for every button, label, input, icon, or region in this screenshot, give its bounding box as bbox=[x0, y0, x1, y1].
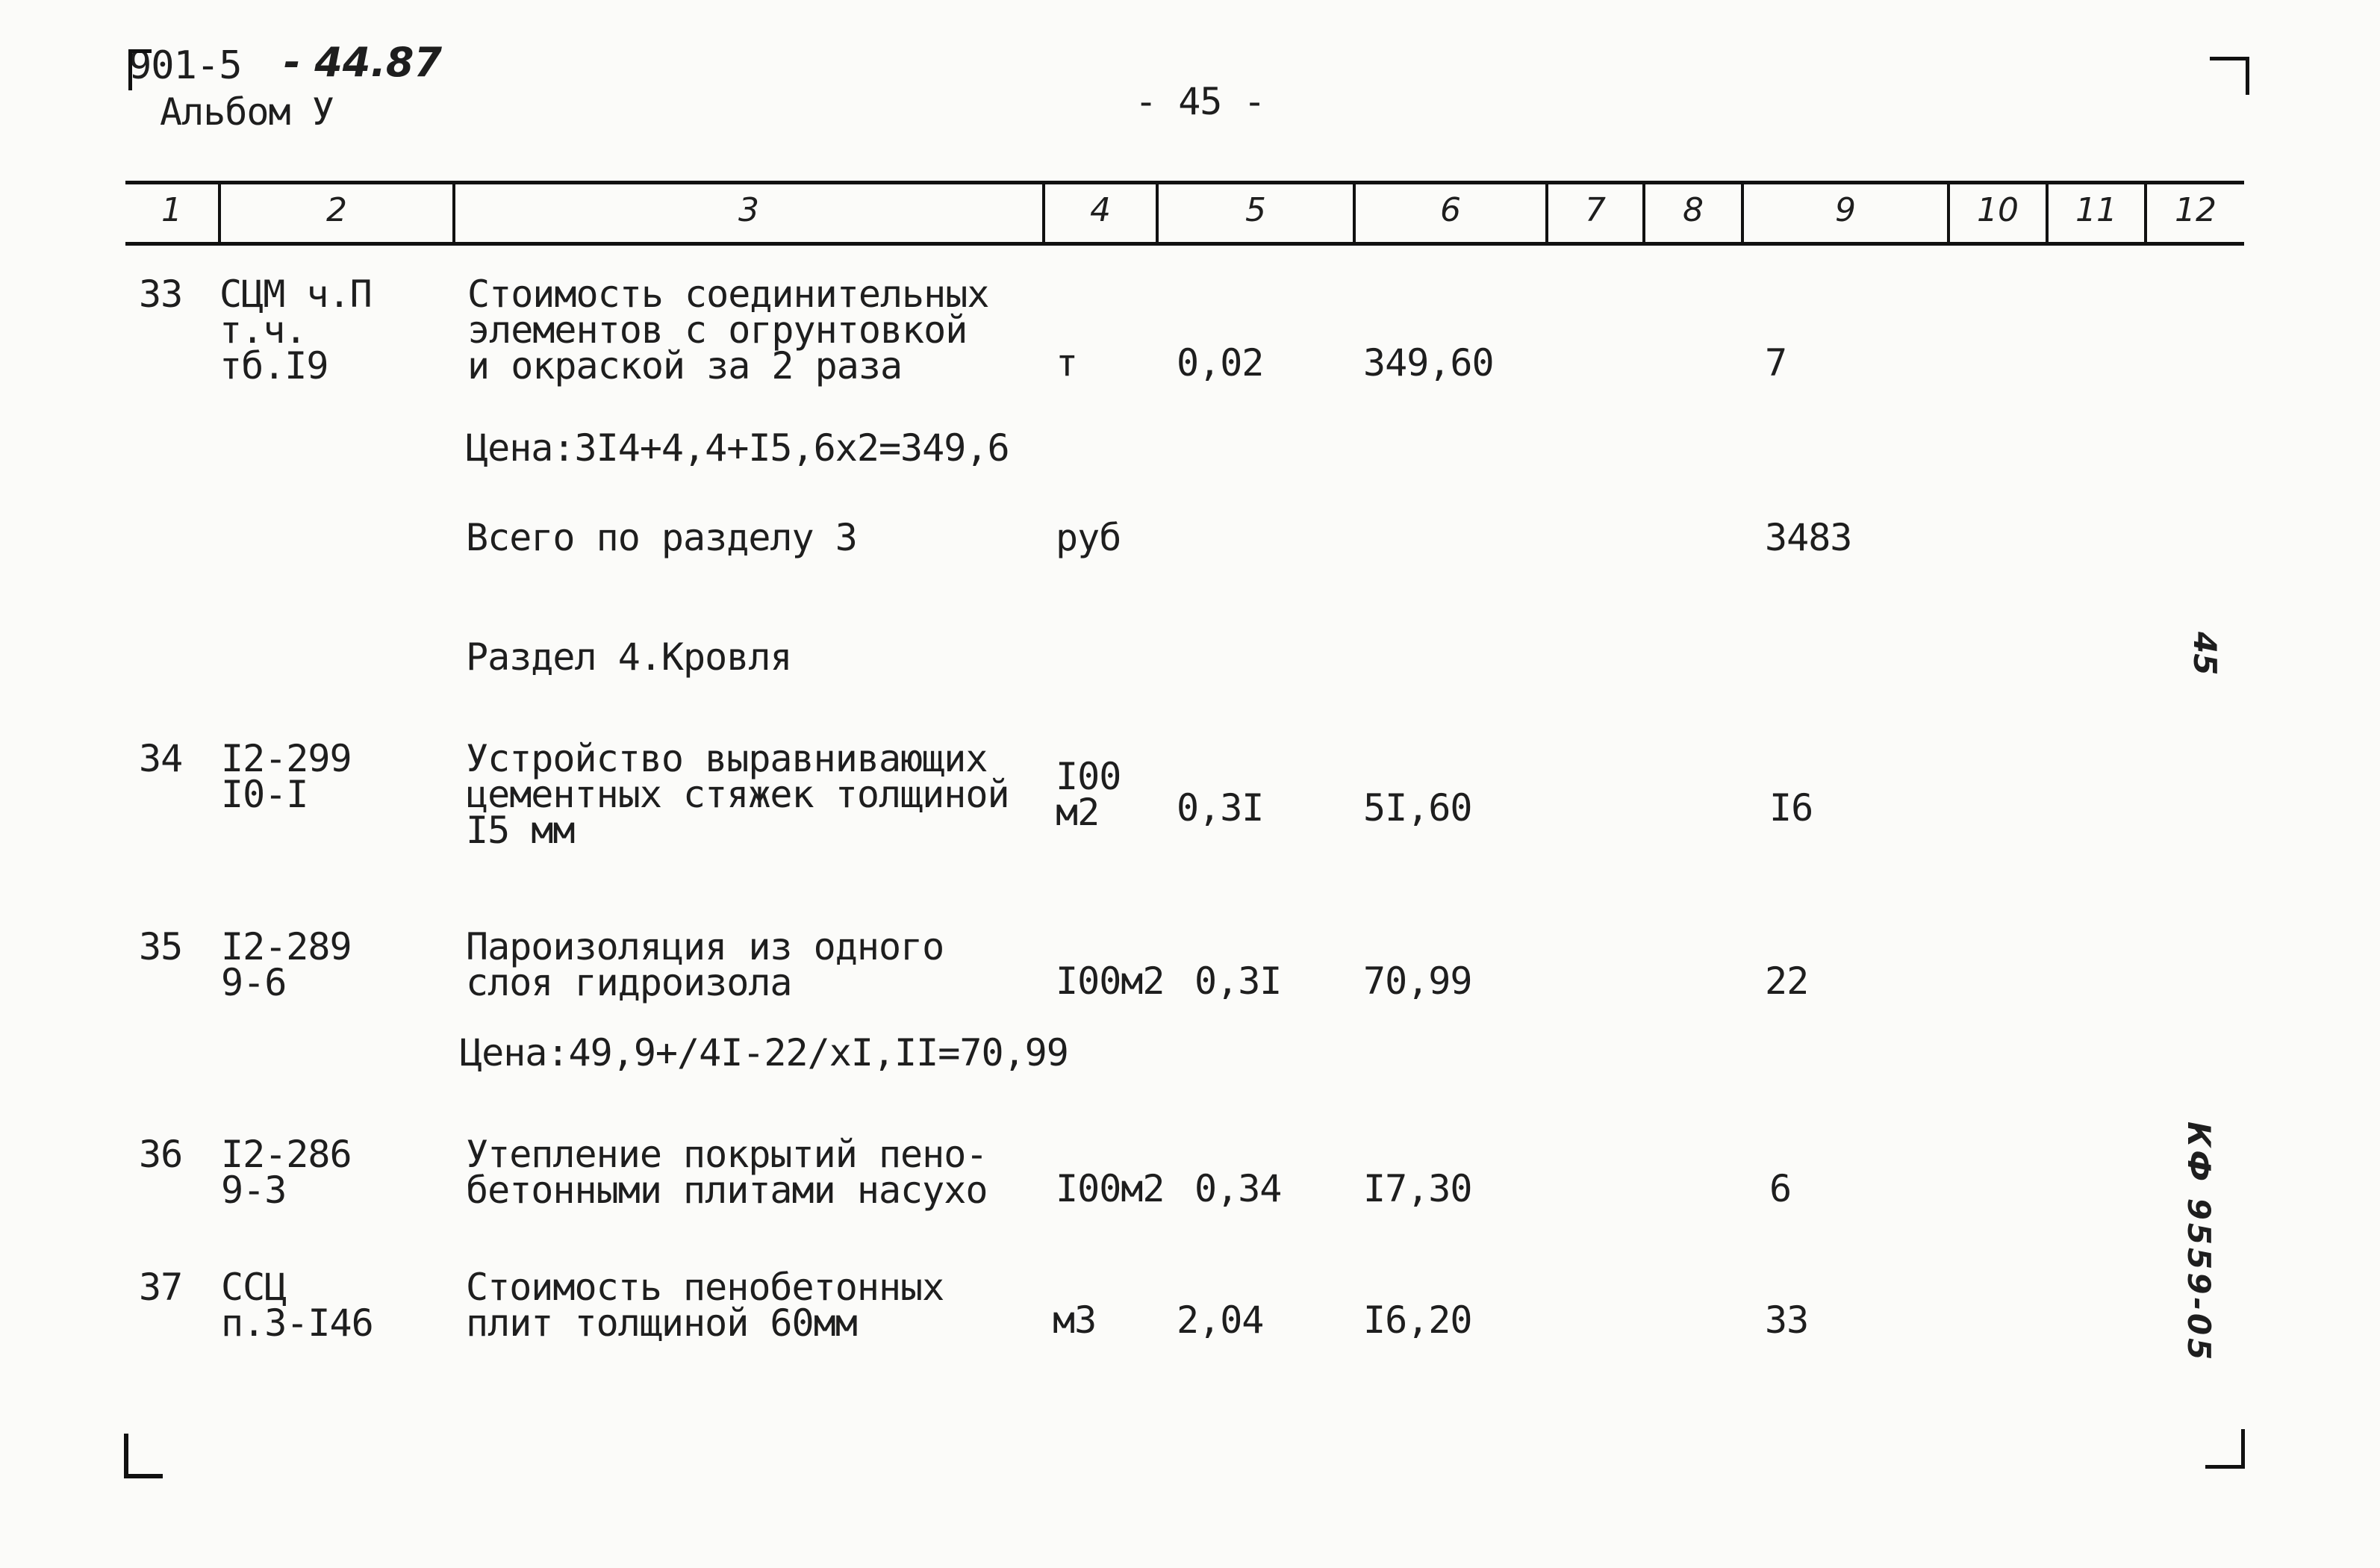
column-header-5: 5 bbox=[1245, 191, 1266, 229]
row-35-quantity: 0,3I bbox=[1194, 959, 1282, 1003]
price-note: Цена:3I4+4,4+I5,6x2=349,6 bbox=[466, 426, 1009, 470]
margin-stamp-number: КФ 9559-05 bbox=[2181, 1121, 2217, 1363]
row-33-price: 349,60 bbox=[1363, 341, 1494, 385]
row-33-unit: т bbox=[1056, 341, 1078, 385]
column-header-3: 3 bbox=[738, 191, 759, 229]
row-37-quantity: 2,04 bbox=[1177, 1298, 1264, 1342]
corner-mark-top-left bbox=[128, 49, 152, 90]
row-33-description: Стоимость соединительных элементов с огрунтовкой и окраской за 2 раза bbox=[467, 273, 989, 388]
section-total-unit: руб bbox=[1056, 516, 1121, 559]
row-35-code: I2-289 9-6 bbox=[221, 925, 352, 1004]
row-35-description: Пароизоляция из одного слоя гидроизола bbox=[466, 925, 944, 1004]
row-36-unit: I00м2 bbox=[1056, 1167, 1165, 1210]
price-note: Цена:49,9+/4I-22/xI,II=70,99 bbox=[460, 1031, 1068, 1074]
row-37-unit: м3 bbox=[1053, 1298, 1097, 1342]
table-top-rule bbox=[125, 181, 2244, 184]
row-36-total: 6 bbox=[1769, 1167, 1792, 1210]
page-number: - 45 - bbox=[1135, 80, 1265, 123]
corner-mark-top-right bbox=[2210, 57, 2249, 95]
section-total-label: Всего по разделу 3 bbox=[466, 516, 857, 559]
row-35-price: 70,99 bbox=[1363, 959, 1472, 1003]
row-37-number: 37 bbox=[139, 1266, 183, 1309]
document-code: 901-5 bbox=[128, 43, 242, 88]
row-37-price: I6,20 bbox=[1363, 1298, 1472, 1342]
row-33-total: 7 bbox=[1765, 341, 1787, 385]
column-header-2: 2 bbox=[326, 191, 347, 229]
row-33-quantity: 0,02 bbox=[1177, 341, 1264, 385]
row-35-number: 35 bbox=[139, 925, 183, 968]
column-header-4: 4 bbox=[1090, 191, 1111, 229]
column-header-7: 7 bbox=[1585, 191, 1606, 229]
row-34-unit: I00 м2 bbox=[1056, 755, 1121, 834]
row-34-number: 34 bbox=[139, 737, 183, 780]
row-34-code: I2-299 I0-I bbox=[221, 737, 352, 816]
row-37-code: ССЦ п.3-I46 bbox=[221, 1266, 373, 1345]
table-header-bottom-rule bbox=[125, 242, 2244, 246]
corner-mark-bottom-right bbox=[2205, 1429, 2245, 1469]
column-header-8: 8 bbox=[1683, 191, 1704, 229]
column-header-10: 10 bbox=[1977, 191, 2019, 229]
column-header-9: 9 bbox=[1835, 191, 1856, 229]
row-34-total: I6 bbox=[1769, 786, 1813, 830]
row-37-description: Стоимость пенобетонных плит толщиной 60мм bbox=[466, 1266, 944, 1345]
row-37-total: 33 bbox=[1765, 1298, 1809, 1342]
column-header-12: 12 bbox=[2175, 191, 2217, 229]
row-36-price: I7,30 bbox=[1363, 1167, 1472, 1210]
corner-mark-bottom-left bbox=[124, 1434, 163, 1478]
section-heading: Раздел 4.Кровля bbox=[466, 635, 792, 679]
row-34-quantity: 0,3I bbox=[1177, 786, 1264, 830]
column-header-11: 11 bbox=[2075, 191, 2117, 229]
row-36-description: Утепление покрытий пено- бетонными плитами насухо bbox=[466, 1133, 988, 1212]
section-total-value: 3483 bbox=[1765, 516, 1852, 559]
column-header-6: 6 bbox=[1440, 191, 1461, 229]
row-33-code: СЦМ ч.П т.ч. тб.I9 bbox=[219, 273, 372, 388]
margin-page-mark: 45 bbox=[2187, 632, 2223, 676]
row-36-quantity: 0,34 bbox=[1194, 1167, 1282, 1210]
row-36-number: 36 bbox=[139, 1133, 183, 1176]
handwritten-code: - 44.87 bbox=[284, 39, 443, 86]
row-35-total: 22 bbox=[1765, 959, 1809, 1003]
row-36-code: I2-286 9-3 bbox=[221, 1133, 352, 1212]
album-label: Альбом У bbox=[160, 90, 334, 134]
column-header-1: 1 bbox=[161, 191, 182, 229]
row-34-price: 5I,60 bbox=[1363, 786, 1472, 830]
row-34-description: Устройство выравнивающих цементных стяжек толщиной I5 мм bbox=[466, 737, 1009, 852]
row-35-unit: I00м2 bbox=[1056, 959, 1165, 1003]
row-33-number: 33 bbox=[139, 273, 183, 316]
